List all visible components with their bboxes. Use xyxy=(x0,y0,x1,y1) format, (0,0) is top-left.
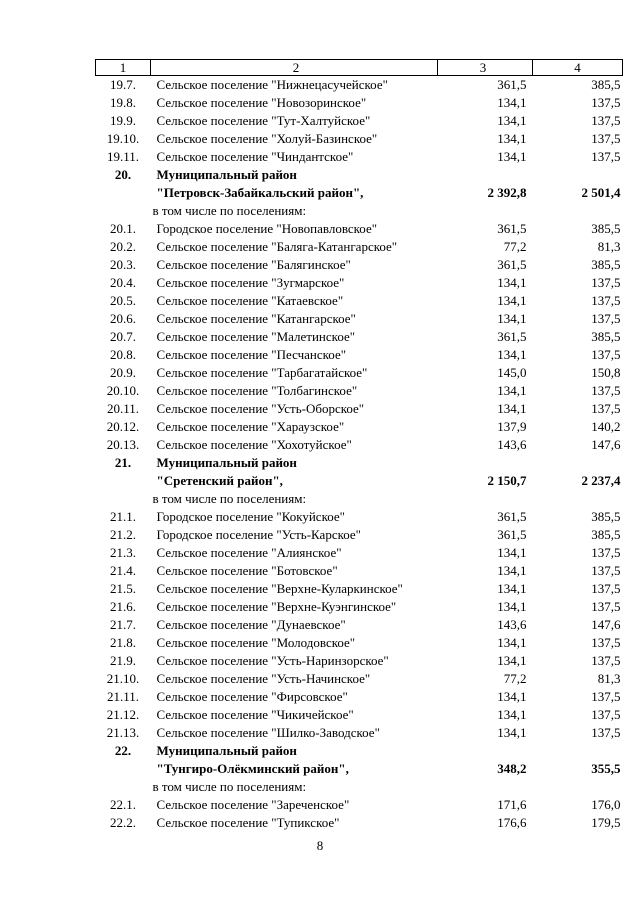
value-col-4: 137,5 xyxy=(591,311,621,326)
value-col-3: 143,6 xyxy=(497,437,527,452)
settlement-row xyxy=(96,508,623,526)
value-col-4: 137,5 xyxy=(591,581,621,596)
value-col-4: 2 237,4 xyxy=(581,473,621,488)
value-col-3: 2 150,7 xyxy=(487,473,527,488)
subheading-row xyxy=(96,202,623,220)
row-number: 21.11. xyxy=(106,689,140,704)
district-name-line: "Петровск-Забайкальский район", xyxy=(156,185,364,200)
value-col-4: 137,5 xyxy=(591,149,621,164)
row-number: 20.1. xyxy=(110,221,136,236)
settlement-name: Сельское поселение "Балягинское" xyxy=(156,257,351,272)
settlement-name: Сельское поселение "Тупикское" xyxy=(156,815,340,830)
row-number: 21.5. xyxy=(110,581,136,596)
row-number: 22.2. xyxy=(110,815,136,830)
district-name-line: "Сретенский район", xyxy=(156,473,283,488)
value-col-4: 137,5 xyxy=(591,563,621,578)
empty-cell xyxy=(533,202,623,220)
value-col-4: 176,0 xyxy=(591,797,621,812)
row-number: 20.8. xyxy=(110,347,136,362)
row-number: 19.7. xyxy=(110,77,136,92)
row-number: 21. xyxy=(114,455,132,470)
settlement-row xyxy=(96,436,623,454)
table-header-row xyxy=(96,60,623,76)
settlement-name: Сельское поселение "Зареченское" xyxy=(156,797,350,812)
row-number: 21.12. xyxy=(106,707,140,722)
row-number: 21.1. xyxy=(110,509,136,524)
row-number: 21.9. xyxy=(110,653,136,668)
row-number: 20.12. xyxy=(106,419,140,434)
settlement-row xyxy=(96,256,623,274)
value-col-4: 179,5 xyxy=(591,815,621,830)
row-number: 21.13. xyxy=(106,725,140,740)
value-col-3: 143,6 xyxy=(497,617,527,632)
value-col-4: 137,5 xyxy=(591,725,621,740)
settlement-row xyxy=(96,580,623,598)
settlement-name: Сельское поселение "Катаевское" xyxy=(156,293,344,308)
row-number: 20.13. xyxy=(106,437,140,452)
value-col-4: 137,5 xyxy=(591,131,621,146)
settlement-row xyxy=(96,562,623,580)
settlement-name: Сельское поселение "Песчанское" xyxy=(156,347,347,362)
settlement-name: Сельское поселение "Молодовское" xyxy=(156,635,356,650)
value-col-4: 137,5 xyxy=(591,383,621,398)
row-number: 21.4. xyxy=(110,563,136,578)
value-col-3: 134,1 xyxy=(497,689,527,704)
settlement-name: Сельское поселение "Малетинское" xyxy=(156,329,356,344)
settlement-name: Сельское поселение "Ботовское" xyxy=(156,563,338,578)
row-number: 20.7. xyxy=(110,329,136,344)
settlement-name: Сельское поселение "Баляга-Катангарское" xyxy=(156,239,398,254)
row-number: 19.10. xyxy=(106,131,140,146)
value-col-3: 361,5 xyxy=(497,527,527,542)
value-col-3: 134,1 xyxy=(497,599,527,614)
value-col-4: 150,8 xyxy=(591,365,621,380)
settlement-name: Сельское поселение "Фирсовское" xyxy=(156,689,348,704)
settlement-row xyxy=(96,724,623,742)
value-col-3: 134,1 xyxy=(497,563,527,578)
value-col-3: 134,1 xyxy=(497,347,527,362)
value-col-3: 134,1 xyxy=(497,545,527,560)
value-col-4: 385,5 xyxy=(591,257,621,272)
settlement-name: Сельское поселение "Нижнецасучейское" xyxy=(156,77,388,92)
settlement-row xyxy=(96,670,623,688)
value-col-4: 137,5 xyxy=(591,275,621,290)
row-number: 22. xyxy=(114,743,132,758)
settlement-row xyxy=(96,76,623,95)
row-number: 21.8. xyxy=(110,635,136,650)
district-name xyxy=(151,166,438,202)
settlement-name: Городское поселение "Новопавловское" xyxy=(156,221,378,236)
settlement-row xyxy=(96,112,623,130)
settlement-name: Сельское поселение "Тут-Халтуйское" xyxy=(156,113,371,128)
value-col-3: 134,1 xyxy=(497,311,527,326)
value-col-4: 385,5 xyxy=(591,527,621,542)
value-col-3: 134,1 xyxy=(497,113,527,128)
district-row xyxy=(96,166,623,202)
value-col-3: 134,1 xyxy=(497,653,527,668)
value-col-4: 137,5 xyxy=(591,401,621,416)
settlement-row xyxy=(96,220,623,238)
settlement-row xyxy=(96,814,623,832)
district-title-line: Муниципальный район xyxy=(156,455,297,470)
value-col-4: 140,2 xyxy=(591,419,621,434)
value-col-4: 355,5 xyxy=(591,761,621,776)
settlement-name: Сельское поселение "Хохотуйское" xyxy=(156,437,352,452)
settlement-row xyxy=(96,706,623,724)
row-number: 22.1. xyxy=(110,797,136,812)
settlement-row xyxy=(96,688,623,706)
value-col-4: 137,5 xyxy=(591,653,621,668)
value-col-4: 81,3 xyxy=(597,671,621,686)
row-number: 21.2. xyxy=(110,527,136,542)
row-number: 20. xyxy=(114,167,132,182)
settlement-row xyxy=(96,310,623,328)
settlement-name: Сельское поселение "Новозоринское" xyxy=(156,95,367,110)
district-title-line: Муниципальный район xyxy=(156,167,297,182)
table-body xyxy=(96,60,623,833)
value-col-3: 134,1 xyxy=(497,275,527,290)
value-col-4: 385,5 xyxy=(591,221,621,236)
header-col-3: 3 xyxy=(438,60,533,76)
value-col-3: 134,1 xyxy=(497,401,527,416)
value-col-3: 134,1 xyxy=(497,581,527,596)
value-col-3: 134,1 xyxy=(497,131,527,146)
value-col-3: 134,1 xyxy=(497,149,527,164)
empty-cell xyxy=(438,490,533,508)
settlement-name: Сельское поселение "Хараузское" xyxy=(156,419,345,434)
header-col-2: 2 xyxy=(151,60,438,76)
value-col-3: 2 392,8 xyxy=(487,185,527,200)
row-number: 19.9. xyxy=(110,113,136,128)
value-col-3: 176,6 xyxy=(497,815,527,830)
value-col-4: 385,5 xyxy=(591,329,621,344)
subheading-row xyxy=(96,490,623,508)
value-col-4: 137,5 xyxy=(591,95,621,110)
settlement-row xyxy=(96,238,623,256)
settlement-name: Сельское поселение "Усть-Оборское" xyxy=(156,401,365,416)
value-col-4: 137,5 xyxy=(591,545,621,560)
settlement-name: Сельское поселение "Холуй-Базинское" xyxy=(156,131,378,146)
subheading-text: в том числе по поселениям: xyxy=(152,203,307,218)
settlement-name: Сельское поселение "Алиянское" xyxy=(156,545,342,560)
value-col-3: 134,1 xyxy=(497,725,527,740)
subheading-text: в том числе по поселениям: xyxy=(152,779,307,794)
settlement-row xyxy=(96,418,623,436)
value-col-3: 145,0 xyxy=(497,365,527,380)
settlement-row xyxy=(96,292,623,310)
value-col-3: 361,5 xyxy=(497,329,527,344)
value-col-4: 385,5 xyxy=(591,509,621,524)
district-title-line: Муниципальный район xyxy=(156,743,297,758)
settlement-row xyxy=(96,328,623,346)
subheading-row xyxy=(96,778,623,796)
settlement-row xyxy=(96,130,623,148)
subheading-text: в том числе по поселениям: xyxy=(152,491,307,506)
value-col-3: 134,1 xyxy=(497,293,527,308)
settlement-row xyxy=(96,400,623,418)
row-number: 20.3. xyxy=(110,257,136,272)
value-col-3: 348,2 xyxy=(497,761,527,776)
empty-cell xyxy=(533,778,623,796)
settlement-name: Сельское поселение "Толбагинское" xyxy=(156,383,358,398)
row-number: 20.5. xyxy=(110,293,136,308)
settlement-name: Сельское поселение "Чиндантское" xyxy=(156,149,354,164)
value-col-3: 137,9 xyxy=(497,419,527,434)
row-number: 19.8. xyxy=(110,95,136,110)
value-col-3: 134,1 xyxy=(497,95,527,110)
settlement-row xyxy=(96,616,623,634)
settlement-row xyxy=(96,526,623,544)
settlement-row xyxy=(96,148,623,166)
value-col-4: 137,5 xyxy=(591,635,621,650)
settlement-name: Сельское поселение "Шилко-Заводское" xyxy=(156,725,380,740)
value-col-4: 147,6 xyxy=(591,617,621,632)
settlement-name: Сельское поселение "Зугмарское" xyxy=(156,275,345,290)
empty-cell xyxy=(96,778,151,796)
header-col-4: 4 xyxy=(533,60,623,76)
settlement-name: Городское поселение "Усть-Карское" xyxy=(156,527,361,542)
value-col-3: 77,2 xyxy=(503,239,527,254)
settlement-name: Сельское поселение "Верхне-Куэнгинское" xyxy=(156,599,397,614)
row-number: 20.10. xyxy=(106,383,140,398)
settlement-name: Сельское поселение "Чикичейское" xyxy=(156,707,354,722)
district-name xyxy=(151,742,438,778)
district-row xyxy=(96,454,623,490)
district-name-line: "Тунгиро-Олёкминский район", xyxy=(156,761,349,776)
value-col-3: 361,5 xyxy=(497,221,527,236)
settlement-row xyxy=(96,346,623,364)
settlement-row xyxy=(96,598,623,616)
budget-table xyxy=(95,59,623,832)
value-col-4: 2 501,4 xyxy=(581,185,621,200)
settlement-name: Сельское поселение "Катангарское" xyxy=(156,311,356,326)
row-number: 20.2. xyxy=(110,239,136,254)
settlement-row xyxy=(96,634,623,652)
settlement-row xyxy=(96,382,623,400)
value-col-3: 134,1 xyxy=(497,383,527,398)
page-number: 8 xyxy=(316,838,324,853)
value-col-4: 147,6 xyxy=(591,437,621,452)
row-number: 20.6. xyxy=(110,311,136,326)
value-col-4: 137,5 xyxy=(591,113,621,128)
value-col-4: 81,3 xyxy=(597,239,621,254)
value-col-3: 361,5 xyxy=(497,509,527,524)
settlement-name: Сельское поселение "Тарбагатайское" xyxy=(156,365,368,380)
value-col-4: 137,5 xyxy=(591,689,621,704)
row-number: 19.11. xyxy=(106,149,140,164)
settlement-name: Сельское поселение "Усть-Наринзорское" xyxy=(156,653,389,668)
value-col-3: 77,2 xyxy=(503,671,527,686)
value-col-4: 137,5 xyxy=(591,347,621,362)
row-number: 21.6. xyxy=(110,599,136,614)
row-number: 20.9. xyxy=(110,365,136,380)
settlement-row xyxy=(96,544,623,562)
row-number: 21.7. xyxy=(110,617,136,632)
settlement-name: Сельское поселение "Верхне-Куларкинское" xyxy=(156,581,403,596)
empty-cell xyxy=(96,490,151,508)
settlement-row xyxy=(96,94,623,112)
district-name xyxy=(151,454,438,490)
settlement-row xyxy=(96,364,623,382)
district-row xyxy=(96,742,623,778)
settlement-name: Сельское поселение "Дунаевское" xyxy=(156,617,346,632)
empty-cell xyxy=(533,490,623,508)
row-number: 20.4. xyxy=(110,275,136,290)
settlement-row xyxy=(96,274,623,292)
value-col-3: 134,1 xyxy=(497,635,527,650)
value-col-3: 171,6 xyxy=(497,797,527,812)
value-col-4: 137,5 xyxy=(591,599,621,614)
settlement-row xyxy=(96,796,623,814)
settlement-name: Сельское поселение "Усть-Начинское" xyxy=(156,671,371,686)
value-col-4: 385,5 xyxy=(591,77,621,92)
row-number: 21.10. xyxy=(106,671,140,686)
empty-cell xyxy=(438,202,533,220)
value-col-3: 134,1 xyxy=(497,707,527,722)
settlement-row xyxy=(96,652,623,670)
value-col-4: 137,5 xyxy=(591,707,621,722)
row-number: 20.11. xyxy=(106,401,140,416)
empty-cell xyxy=(438,778,533,796)
value-col-4: 137,5 xyxy=(591,293,621,308)
header-col-1: 1 xyxy=(96,60,151,76)
empty-cell xyxy=(96,202,151,220)
value-col-3: 361,5 xyxy=(497,257,527,272)
row-number: 21.3. xyxy=(110,545,136,560)
value-col-3: 361,5 xyxy=(497,77,527,92)
settlement-name: Городское поселение "Кокуйское" xyxy=(156,509,345,524)
